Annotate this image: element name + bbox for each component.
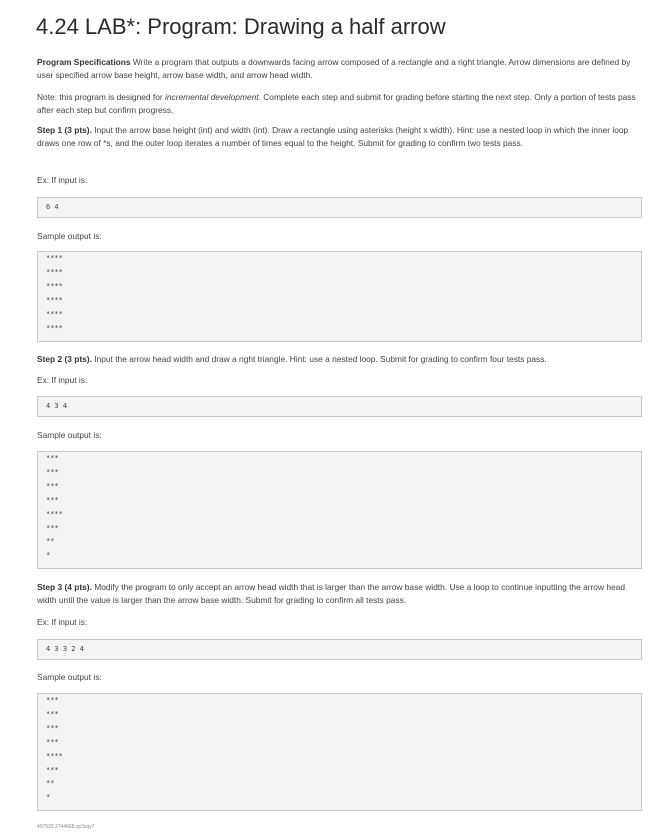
step-1-input-value: 6 4 bbox=[46, 203, 59, 211]
step-2-text: Input the arrow head width and draw a right triangle. Hint: use a nested loop. Submit for grading to confirm four tests pass. bbox=[94, 354, 547, 364]
step-3-description bbox=[37, 581, 645, 607]
step-1-input-box bbox=[37, 197, 642, 218]
step-2-heading: Step 2 (3 pts). bbox=[37, 354, 92, 364]
program-specifications bbox=[37, 56, 645, 82]
step-2-description bbox=[37, 353, 645, 366]
specs-heading: Program Specifications bbox=[37, 57, 131, 67]
step-2-input-box bbox=[37, 396, 642, 417]
step-3-output-box bbox=[37, 693, 642, 811]
step-2-input-value: 4 3 4 bbox=[46, 402, 68, 410]
note-after: . Complete each step and submit for grading before starting the next step. Only a portion of tests pass after each step but confirm progress. bbox=[37, 92, 636, 115]
step-3-output-label: Sample output is: bbox=[37, 672, 102, 682]
step-1-output-box bbox=[37, 251, 642, 342]
step-3-output-value: *** *** *** *** **** *** ** * bbox=[46, 696, 63, 802]
step-3-input-box bbox=[37, 639, 642, 660]
step-2-output-value: *** *** *** *** **** *** ** * bbox=[46, 454, 63, 560]
step-3-text: Modify the program to only accept an arrow head width that is larger than the arrow base width. Use a loop to continue inputting the arrow head width until the value is larger than the arrow base width. Submit for grading to confirm all tests pass. bbox=[37, 582, 625, 605]
step-1-input-label: Ex: If input is: bbox=[37, 175, 88, 185]
step-1-heading: Step 1 (3 pts). bbox=[37, 125, 92, 135]
step-2-input-label: Ex: If input is: bbox=[37, 375, 88, 385]
step-3-input-label: Ex: If input is: bbox=[37, 617, 88, 627]
step-3-input-value: 4 3 3 2 4 bbox=[46, 645, 84, 653]
note-before: Note: this program is designed for bbox=[37, 92, 166, 102]
step-3-heading: Step 3 (4 pts). bbox=[37, 582, 92, 592]
step-2-output-label: Sample output is: bbox=[37, 430, 102, 440]
specs-text: Write a program that outputs a downwards facing arrow composed of a rectangle and a right triangle. Arrow dimensions are defined by user specified arrow base height, arrow base width, and arrow head width. bbox=[37, 57, 631, 80]
step-1-description bbox=[37, 124, 645, 150]
step-1-output-label: Sample output is: bbox=[37, 231, 102, 241]
step-2-output-box bbox=[37, 451, 642, 569]
incremental-note bbox=[37, 91, 645, 117]
page-title: 4.24 LAB*: Program: Drawing a half arrow bbox=[36, 14, 446, 39]
reference-id: 407522.2744668.qx3zqy7 bbox=[37, 824, 95, 830]
step-1-output-value: **** **** **** **** **** **** bbox=[46, 254, 63, 332]
step-1-text: Input the arrow base height (int) and width (int). Draw a rectangle using asterisks (height x width). Hint: use a nested loop in which the inner loop draws one row of *s, and the outer loop iterates a number of times equal to the height. Submit for grading to confirm two tests pass. bbox=[37, 125, 629, 148]
note-emphasis: incremental development bbox=[165, 92, 259, 102]
